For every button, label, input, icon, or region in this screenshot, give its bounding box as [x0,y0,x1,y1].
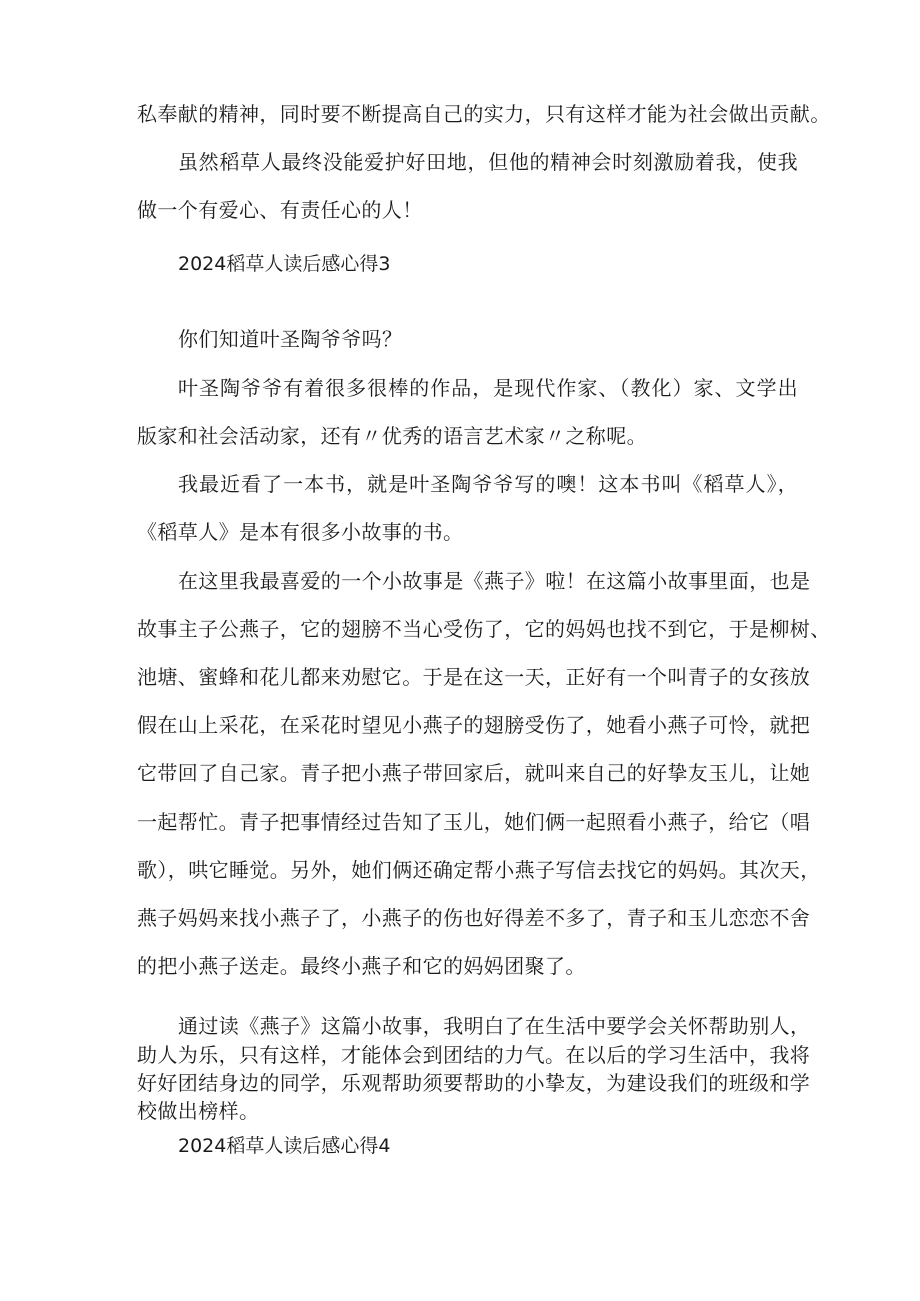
paragraph-line: 做一个有爱心、有责任心的人！ [137,198,423,222]
paragraph-line: 故事主子公燕子，它的翅膀不当心受伤了，它的妈妈也找不到它，于是柳树、 [137,617,831,641]
paragraph-line: 叶圣陶爷爷有着很多很棒的作品，是现代作家、（教化）家、文学出 [178,376,798,400]
section-heading: 2024稻草人读后感心得3 [178,253,391,275]
paragraph-line: 歌），哄它睡觉。另外，她们俩还确定帮小燕子写信去找它的妈妈。其次天， [137,858,821,882]
paragraph-line: 虽然稻草人最终没能爱护好田地，但他的精神会时刻激励着我，使我 [178,150,798,174]
paragraph-line: 的把小燕子送走。最终小燕子和它的妈妈团聚了。 [137,954,586,978]
paragraph-line: 燕子妈妈来找小燕子了，小燕子的伤也好得差不多了，青子和玉儿恋恋不舍 [137,906,811,930]
paragraph-line: 池塘、蜜蜂和花儿都来劝慰它。于是在这一天，正好有一个叫青子的女孩放 [137,665,811,689]
paragraph-line: 一起帮忙。青子把事情经过告知了玉儿，她们俩一起照看小燕子，给它（唱 [137,810,811,834]
paragraph-line: 它带回了自己家。青子把小燕子带回家后，就叫来自己的好挚友玉儿，让她 [137,761,811,785]
paragraph-line: 版家和社会活动家，还有〃优秀的语言艺术家〃之称呢。 [137,424,647,448]
paragraph-line: 在这里我最喜爱的一个小故事是《燕子》啦！在这篇小故事里面，也是 [178,569,811,593]
paragraph-line: 假在山上采花，在采花时望见小燕子的翅膀受伤了，她看小燕子可怜，就把 [137,713,811,737]
paragraph-line: 我最近看了一本书，就是叶圣陶爷爷写的噢！这本书叫《稻草人》， [178,472,798,496]
paragraph-line: 私奉献的精神，同时要不断提高自己的实力，只有这样才能为社会做出贡献。 [137,102,831,126]
paragraph-line: 你们知道叶圣陶爷爷吗？ [178,327,403,351]
paragraph-line: 通过读《燕子》这篇小故事，我明白了在生活中要学会关怀帮助别人， [178,1014,811,1038]
paragraph-line: 校做出榜样。 [137,1099,260,1123]
paragraph-line: 好好团结身边的同学，乐观帮助须要帮助的小挚友，为建设我们的班级和学 [137,1071,811,1095]
paragraph-line: 助人为乐，只有这样，才能体会到团结的力气。在以后的学习生活中，我将 [137,1043,811,1067]
paragraph-line: 《稻草人》是本有很多小故事的书。 [137,520,464,544]
section-heading: 2024稻草人读后感心得4 [178,1135,391,1157]
